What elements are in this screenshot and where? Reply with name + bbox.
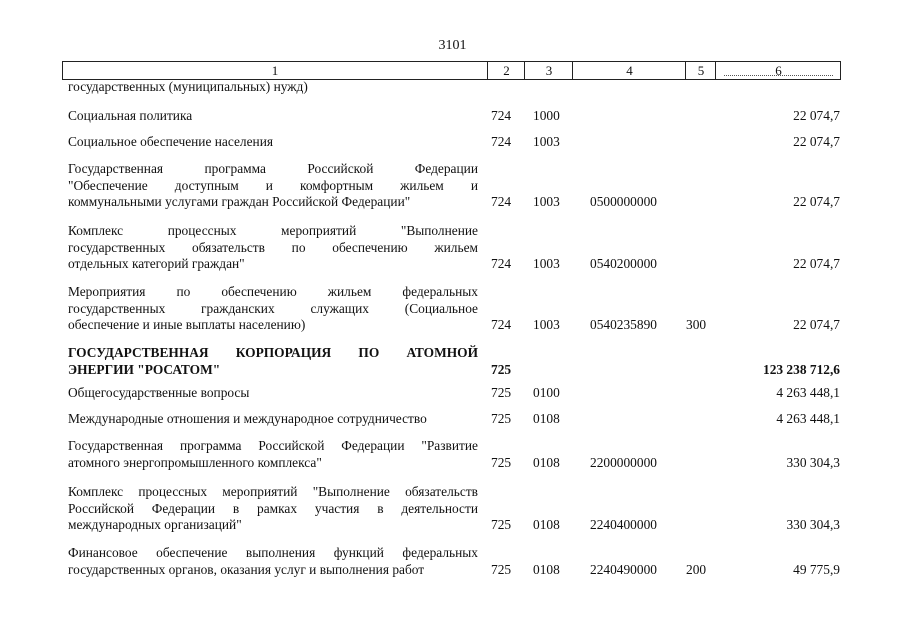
row-name-line: Комплекс процессных мероприятий "Выполнение	[68, 223, 478, 238]
row-name-line: Российской Федерации в рамках участия в деятельности	[68, 500, 478, 516]
row-name-line: государственных гражданских служащих (Социальное	[68, 300, 478, 316]
row-cell-c4: 2200000000	[590, 454, 657, 470]
row-name	[68, 545, 478, 578]
row-name-line: Государственная программа Российской Федерации "Развитие	[68, 438, 478, 453]
row-name-line: государственных обязательств по обеспечению жильем	[68, 239, 478, 255]
page-number: 3101	[438, 38, 467, 53]
row-cell-c6: 22 074,7	[793, 256, 840, 271]
row-name-line: ЭНЕРГИИ "РОСАТОМ"	[68, 361, 221, 377]
header-col-1: 1	[271, 63, 279, 78]
row-cell-c6: 4 263 448,1	[776, 411, 840, 426]
row-name-line: государственных (муниципальных) нужд)	[68, 79, 308, 94]
row-name-line: Социальная политика	[68, 108, 193, 123]
row-name-line: атомного энергопромышленного комплекса"	[68, 454, 322, 470]
row-cell-c2: 724	[491, 108, 512, 123]
row-name-line: коммунальными услугами граждан Российской Федерации"	[68, 194, 411, 209]
row-cell-c2: 725	[491, 454, 512, 470]
row-name	[68, 223, 478, 273]
row-name-line: Общегосударственные вопросы	[68, 385, 250, 400]
header-col-3: 3	[524, 62, 573, 79]
row-cell-c3: 0108	[533, 517, 560, 532]
header-col-5: 5	[685, 62, 716, 79]
row-cell-c2: 725	[491, 411, 512, 426]
row-cell-c2: 725	[491, 361, 512, 377]
row-cell-c2: 724	[491, 134, 512, 149]
row-name-line: государственных органов, оказания услуг и выполнения работ	[68, 561, 425, 577]
table-header	[62, 61, 841, 80]
row-name-line: Международные отношения и международное сотрудничество	[68, 411, 427, 426]
row-cell-c3: 0108	[533, 411, 560, 426]
row-name-line: международных организаций"	[68, 517, 242, 532]
row-name	[68, 345, 478, 378]
row-cell-c6: 330 304,3	[786, 454, 840, 470]
row-cell-c3: 1003	[533, 256, 560, 271]
row-cell-c3: 1003	[533, 134, 560, 149]
row-cell-c2: 724	[491, 256, 512, 271]
row-name	[68, 385, 478, 402]
row-name-line: "Обеспечение доступным и комфортным жильем и	[68, 177, 478, 193]
row-cell-c3: 1003	[533, 194, 560, 209]
row-cell-c4: 0540200000	[590, 256, 657, 271]
row-cell-c3: 1000	[533, 108, 560, 123]
row-name-line: Государственная программа Российской Федерации	[68, 161, 478, 176]
row-cell-c2: 725	[491, 517, 512, 532]
row-name	[68, 161, 478, 211]
row-name-line: отдельных категорий граждан"	[68, 256, 245, 271]
row-name-line: Мероприятия по обеспечению жильем федеральных	[68, 284, 478, 299]
row-name-line: ГОСУДАРСТВЕННАЯ КОРПОРАЦИЯ ПО АТОМНОЙ	[68, 345, 478, 360]
row-cell-c3: 0108	[533, 454, 560, 470]
row-cell-c6: 330 304,3	[786, 517, 840, 532]
row-cell-c3: 0108	[533, 561, 560, 577]
row-name	[68, 134, 478, 151]
row-cell-c4: 0540235890	[590, 317, 657, 332]
row-name-line: Комплекс процессных мероприятий "Выполнение обязательств	[68, 484, 478, 499]
row-cell-c6: 123 238 712,6	[763, 361, 840, 377]
row-name	[68, 411, 478, 428]
row-cell-c2: 724	[491, 194, 512, 209]
header-col-2: 2	[487, 62, 525, 79]
row-cell-c4: 0500000000	[590, 194, 657, 209]
row-name-line: Финансовое обеспечение выполнения функций федеральных	[68, 545, 478, 560]
row-cell-c6: 49 775,9	[793, 561, 840, 577]
row-name	[68, 484, 478, 534]
row-cell-c4: 2240400000	[590, 517, 657, 532]
header-col-6: 6	[715, 62, 841, 79]
row-name	[68, 284, 478, 334]
row-name	[68, 438, 478, 471]
row-cell-c6: 22 074,7	[793, 194, 840, 209]
row-cell-c3: 0100	[533, 385, 560, 400]
row-cell-c2: 725	[491, 561, 512, 577]
row-cell-c5: 300	[686, 317, 707, 332]
row-cell-c6: 4 263 448,1	[776, 385, 840, 400]
row-cell-c6: 22 074,7	[793, 108, 840, 123]
row-name-line: Социальное обеспечение населения	[68, 134, 274, 149]
row-cell-c4: 2240490000	[590, 561, 657, 577]
row-cell-c2: 725	[491, 385, 512, 400]
row-cell-c2: 724	[491, 317, 512, 332]
row-name	[68, 108, 478, 125]
row-name	[68, 79, 478, 96]
row-cell-c6: 22 074,7	[793, 134, 840, 149]
row-cell-c3: 1003	[533, 317, 560, 332]
row-cell-c6: 22 074,7	[793, 317, 840, 332]
row-name-line: обеспечение и иные выплаты населению)	[68, 317, 306, 332]
row-cell-c5: 200	[686, 561, 707, 577]
header-col-4: 4	[572, 62, 686, 79]
